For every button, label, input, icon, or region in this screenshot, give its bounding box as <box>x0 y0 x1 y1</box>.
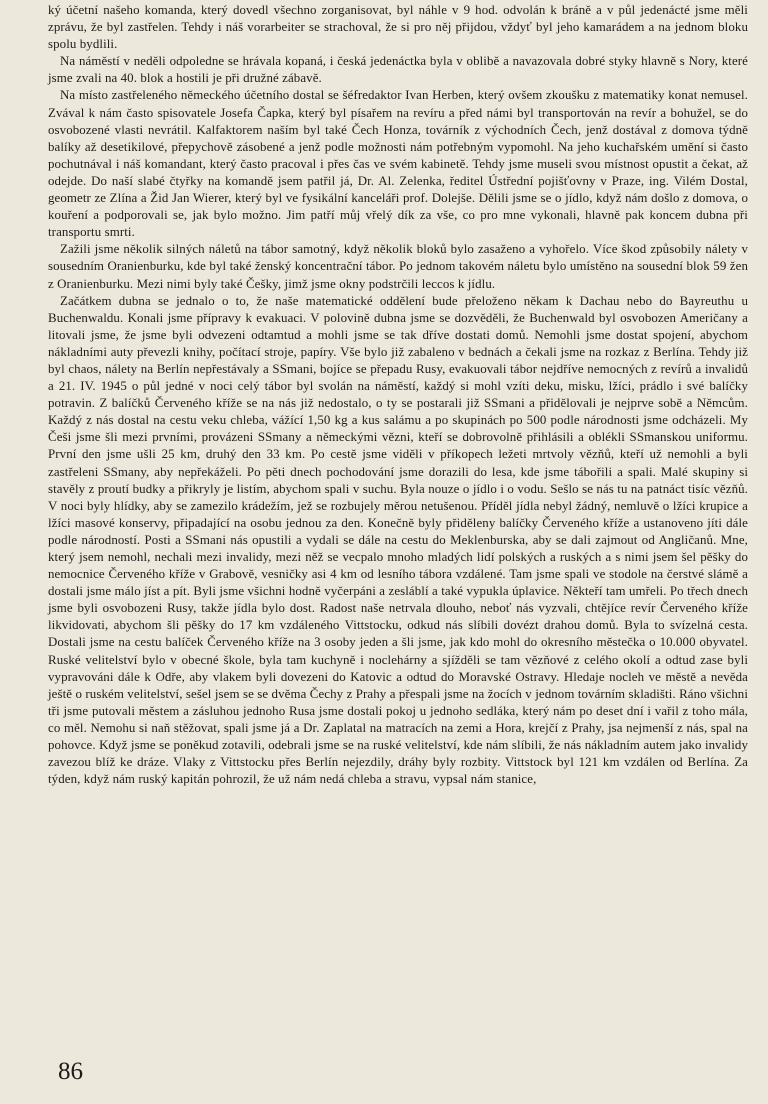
paragraph-5: Začátkem dubna se jednalo o to, že naše matematické oddělení bude přeloženo někam k Dachau nebo do Bayreuthu u Buchenwaldu. Konali jsme přípravy k evakuaci. V polovině dubna jsme se dozvěděli, že Buchenwald byl osvobozen Američany a litovali jsme, že jsme byli odvezeni odtamtud a mohli jsme se tak dříve dostati domů. Nemohli jsme dostat spojení, abychom nákladními auty převezli knihy, počítací stroje, papíry. Vše bylo již zabaleno v bednách a čekali jsme na rozkaz z Berlína. Tehdy již byl chaos, nálety na Berlín nepřestávaly a SSmani, bojíce se přepadu Rusy, evakuovali tábor nejdříve nemocných z revírů a invalidů a 21. IV. 1945 o půl jedné v noci celý tábor byl svolán na náměstí, každý si mohl vzíti deku, misku, lžíci, prádlo i své balíčky potravin. Z balíčků Červeného kříže se na nás již nedostalo, o ty se postarali již SSmani a přidělovali je nejprve sobě a Němcům. Každý z nás dostal na cestu veku chleba, vážící 1,50 kg a kus salámu a po skupinách po 500 podle národnosti jsme odcházeli. My Češi jsme šli mezi prvními, provázeni SSmany a německými vězni, kteří se dobrovolně přihlásili a oblékli SSmanskou uniformu. První den jsme ušli 25 km, druhý den 33 km. Po cestě jsme viděli v příkopech ležeti mrtvoly vězňů, kteří už nemohli a byli zastřeleni SSmany, aby nepřekáželi. Po pěti dnech pochodování jsme dorazili do lesa, kde jsme tábořili a spali. Malé skupiny si stavěly z proutí budky a přikryly je listím, abychom spali v suchu. Byla nouze o jídlo i o vodu. Sešlo se nás tu na patnáct tisíc vězňů. V noci byly hlídky, aby se zamezilo krádežím, jež se rozbujely měrou netušenou. Příděl jídla nebyl žádný, nemluvě o lžíci krupice a lžíci masové konservy, připadající na osobu jednou za den. Konečně byly přiděleny balíčky Červeného kříže a ustanoveno jíti dále podle národností. Posti a SSmani nás opustili a vydali se dále na cestu do Meklenburska, aby se dali zajmout od Angličanů. Mne, který jsem nemohl, nechali mezi invalidy, mezi něž se vecpalo mnoho mladých lidí polských a ruských a s nimi jsem šel pěšky do nemocnice Červeného kříže v Grabově, vesničky asi 4 km od lesního tábora vzdálené. Tam jsme spali ve stodole na čerstvé slámě a dostali jsme málo jíst a pít. Byli jsme všichni hodně vyčerpáni a zesláblí a také vypukla úplavice. Někteří tam umřeli. Po třech dnech jsme byli osvobozeni Rusy, takže jídla bylo dost. Radost naše netrvala dlouho, neboť nás vyzvali, chtějíce revír Červeného kříže likvidovati, abychom šli pěšky do 17 km vzdáleného Vittstocku, odkud nás slíbili dovézt drahou domů. Byla to svízelná cesta. Dostali jsme na cestu balíček Červeného kříže na 3 osoby jeden a šli jsme, jak kdo mohl do okresního městečka o 10.000 obyvatel. Ruské velitelství bylo v obecné škole, byla tam kuchyně i noclehárny a sjížděli se tam vězňové z celého okolí a odtud zase byli vypravováni dále k Odře, aby vlakem byli dovezeni do Katovic a odtud do Moravské Ostravy. Hledaje nocleh ve městě a nevěda ještě o ruském velitelství, sešel jsem se se dvěma Čechy z Prahy a přespali jsme na žocích v jednom továrním skladišti. Ráno všichni tři jsme putovali městem a zásluhou jednoho Rusa jsme dostali pokoj u jednoho sedláka, který nám po deset dní i vařil z toho mála, co měl. Nemohu si naň stěžovat, spali jsme já a Dr. Zaplatal na matracích na zemi a Hora, krejčí z Prahy, jsa nejmenší z nás, spal na pohovce. Když jsme se poněkud zotavili, odebrali jsme se na ruské velitelství, kde nám slíbili, že nás nákladním autem jako invalidy zavezou blíž ke dráze. Vlaky z Vittstocku přes Berlín nejezdily, dráhy byly rozbity. Vittstock byl 121 km vzdálen od Berlína. Za týden, když nám ruský kapitán pohrozil, že už nám nedá chleba a stravu, vypsal nám stanice, <box>48 293 748 787</box>
page-number: 86 <box>58 1058 83 1085</box>
paragraph-2: Na náměstí v neděli odpoledne se hrávala kopaná, i česká jedenáctka byla v oblibě a navazovala dobré styky hlavně s Nory, které jsme zvali na 40. blok a hostili je při družné zábavě. <box>48 54 748 86</box>
paragraph-4: Zažili jsme několik silných náletů na tábor samotný, když několik bloků bylo zasaženo a vyhořelo. Více škod způsobily nálety v sousedním Oranienburku, kde byl také ženský koncentrační tábor. Po jednom takovém náletu bylo umístěno na sousední blok 59 žen z Oranienburku. Mezi nimi byly také Češky, jimž jsme okny podstrčili leccos k jídlu. <box>48 242 748 291</box>
body-text <box>48 2 748 788</box>
paragraph-3: Na místo zastřeleného německého účetního dostal se šéfredaktor Ivan Herben, který ovšem zkoušku z matematiky konat nemusel. Zvával k nám často spisovatele Josefa Čapka, který byl písařem na revíru a před námi byl transportován na revír a bohužel, se do osvobozené vlasti nevrátil. Kalfaktorem naším byl také Čech Honza, továrník z východních Čech, jenž dostával z domova týdně balíky až desetikilové, přepychově zásobené a jenž podle možnosti nám potřebným vypomohl. Na jeho kuchařském umění si často pochutnával i náš komandant, který často pracoval i přes čas ve svém kabinetě. Tehdy jsme museli svou místnost opustit a čekat, až odejde. Do naší slabé čtyřky na komandě jsem patřil já, Dr. Al. Zelenka, ředitel Ústřední pojišťovny v Praze, ing. Vilém Dostal, geometr ze Zlína a Žid Jan Wierer, který byl ve fysikální kanceláři prof. Dolejše. Dělili jsme se o jídlo, když nám došlo z domova, o kouření a podporovali se, jak bylo možno. Jim patří můj vřelý dík za vše, co pro mne vykonali, hlavně pak koncem dubna při transportu smrti. <box>48 88 748 240</box>
paragraph-1: ký účetní našeho komanda, který dovedl všechno zorganisovat, byl náhle v 9 hod. odvolán k bráně a v půl jedenácté jsme měli zprávu, že byl zastřelen. Tehdy i náš vorarbeiter se strachoval, že si pro něj přijdou, vždyť byl jeho kamarádem a na jednom bloku spolu bydlili. <box>48 3 748 52</box>
